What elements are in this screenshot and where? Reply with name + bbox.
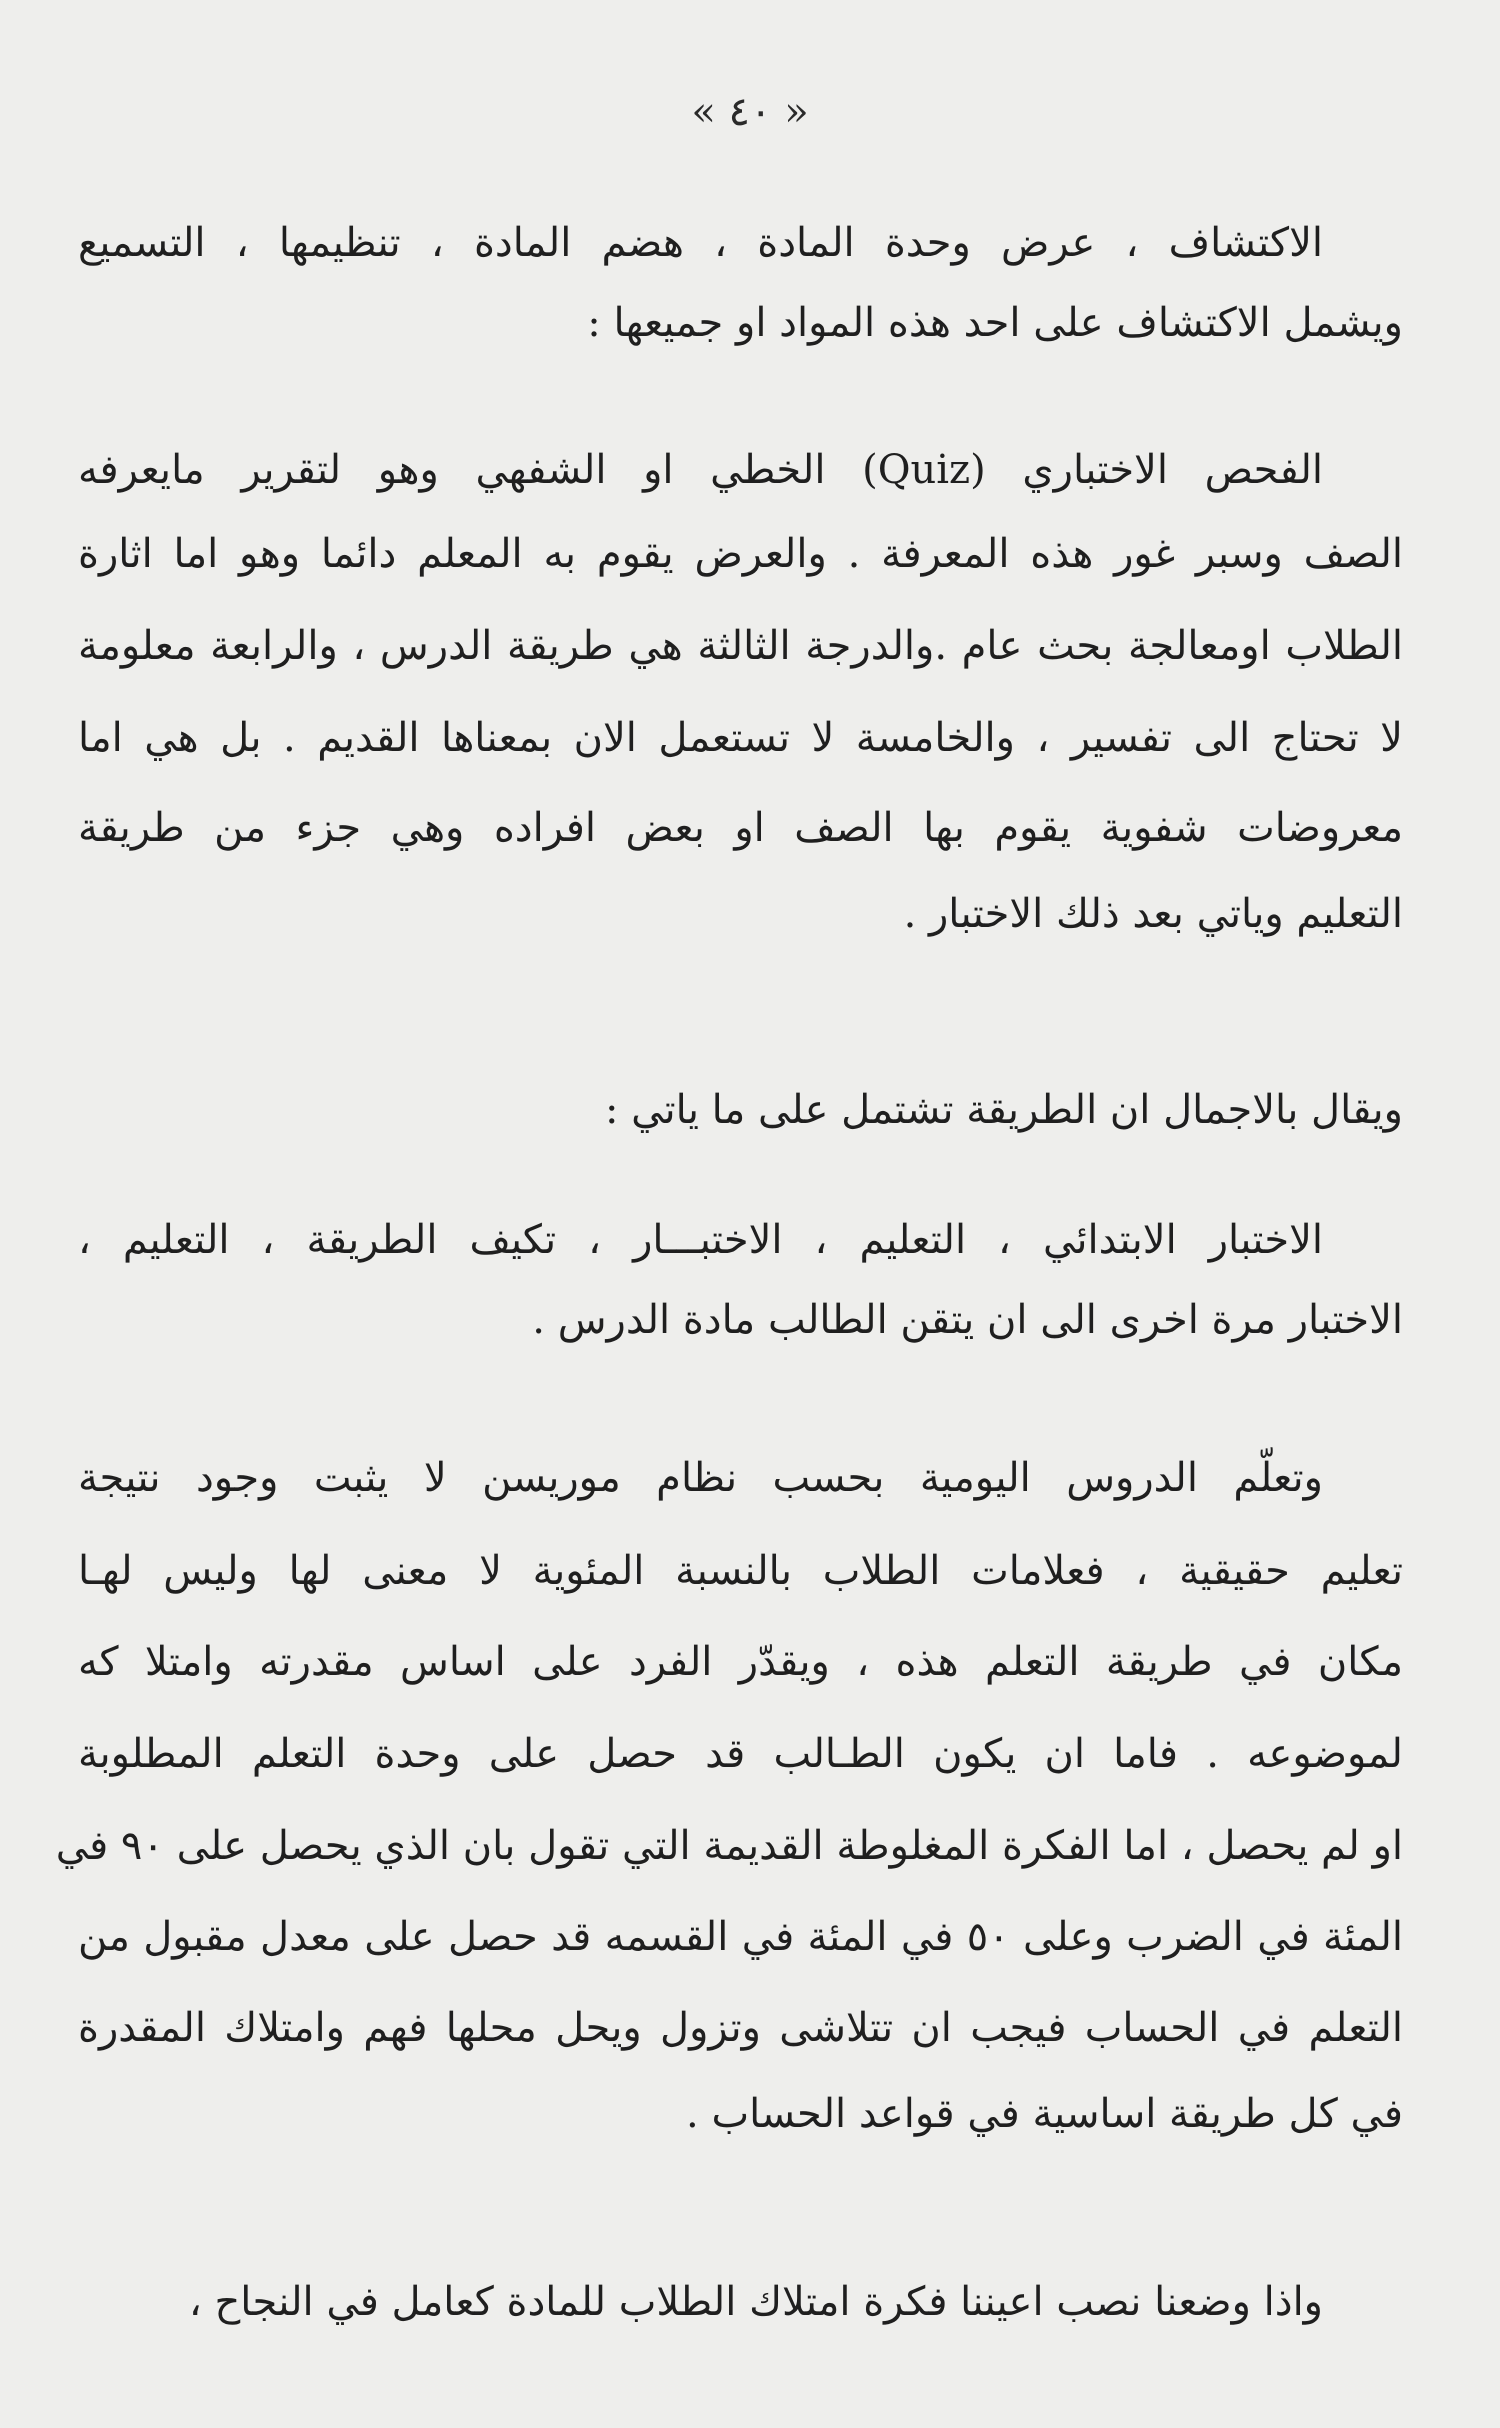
text-line: ويشمل الاكتشاف على احد هذه المواد او جميعها : bbox=[587, 300, 1403, 346]
paragraph-summary bbox=[78, 1070, 1403, 1150]
text-line: في كل طريقة اساسية في قواعد الحساب . bbox=[686, 2091, 1403, 2137]
text-line: واذا وضعنا نصب اعيننا فكرة امتلاك الطلاب للمادة كعامل في النجاح ، bbox=[188, 2279, 1323, 2325]
paragraph-quiz bbox=[78, 430, 1403, 954]
paragraph-steps bbox=[78, 1200, 1403, 1360]
text-line: معروضات شفوية يقوم بها الصف او بعض افراده وهي جزء من طريقة bbox=[78, 805, 1403, 851]
text-line: تعليم حقيقية ، فعلامات الطلاب بالنسبة المئوية لا معنى لها وليس لهـا bbox=[78, 1548, 1403, 1594]
paragraph-intro bbox=[78, 203, 1403, 363]
paragraph-conclusion bbox=[78, 2262, 1403, 2342]
text-line: التعلم في الحساب فيجب ان تتلاشى وتزول ويحل محلها فهم وامتلاك المقدرة bbox=[78, 2005, 1403, 2051]
text-line: او لم يحصل ، اما الفكرة المغلوطة القديمة التي تقول بان الذي يحصل على ٩٠ في bbox=[55, 1823, 1403, 1869]
page-number: « ٤٠ » bbox=[691, 89, 809, 135]
text-line: التعليم وياتي بعد ذلك الاختبار . bbox=[903, 891, 1403, 937]
text-line: الاختبار الابتدائي ، التعليم ، الاختبـــار ، تكيف الطريقة ، التعليم ، bbox=[78, 1217, 1323, 1263]
text-line: الطلاب اومعالجة بحث عام .والدرجة الثالثة هي طريقة الدرس ، والرابعة معلومة bbox=[78, 623, 1403, 669]
text-line: الاكتشاف ، عرض وحدة المادة ، هضم المادة ، تنظيمها ، التسميع bbox=[78, 220, 1323, 266]
text-line: الفحص الاختباري (Quiz) الخطي او الشفهي وهو لتقرير مايعرفه bbox=[78, 447, 1323, 493]
text-line: لموضوعه . فاما ان يكون الطـالب قد حصل على وحدة التعلم المطلوبة bbox=[78, 1731, 1403, 1777]
text-line: الصف وسبر غور هذه المعرفة . والعرض يقوم به المعلم دائما وهو اما اثارة bbox=[78, 531, 1403, 577]
text-line: وتعلّم الدروس اليومية بحسب نظام موريسن لا يثبت وجود نتيجة bbox=[78, 1455, 1323, 1501]
text-line: مكان في طريقة التعلم هذه ، ويقدّر الفرد على اساس مقدرته وامتلا كه bbox=[78, 1639, 1403, 1685]
text-line: لا تحتاج الى تفسير ، والخامسة لا تستعمل الان بمعناها القديم . بل هي اما bbox=[78, 715, 1403, 761]
text-line: ويقال بالاجمال ان الطريقة تشتمل على ما ياتي : bbox=[604, 1087, 1403, 1133]
text-line: المئة في الضرب وعلى ٥٠ في المئة في القسمه قد حصل على معدل مقبول من bbox=[78, 1914, 1403, 1960]
paragraph-morrison bbox=[55, 1430, 1403, 2154]
text-line: الاختبار مرة اخرى الى ان يتقن الطالب مادة الدرس . bbox=[532, 1297, 1403, 1343]
